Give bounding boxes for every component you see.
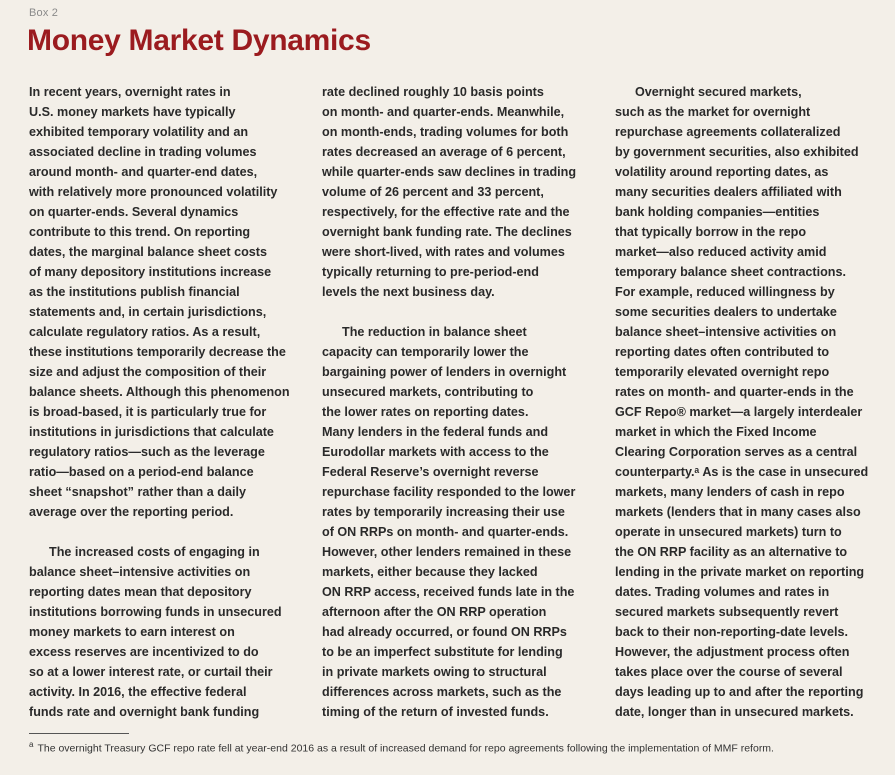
text-line: institutions in jurisdictions that calculate: [29, 425, 274, 439]
text-column-1: [29, 82, 290, 722]
text-line: volatility around reporting dates, as: [615, 165, 829, 179]
text-line: dates, the marginal balance sheet costs: [29, 245, 267, 259]
text-line: timing of the return of invested funds.: [322, 705, 549, 719]
text-column-3: [615, 82, 877, 722]
footnote-text: The overnight Treasury GCF repo rate fell at year-end 2016 as a result of increased demand for repo agreements following the implementation of MMF reform.: [37, 742, 774, 755]
footnote-marker: a: [29, 740, 34, 749]
paragraph-gap: [29, 522, 279, 542]
text-line: of many depository institutions increase: [29, 265, 272, 279]
text-line: so at a lower interest rate, or curtail their: [29, 665, 273, 679]
text-line: temporarily elevated overnight repo: [615, 365, 830, 379]
paragraph-gap: [322, 302, 577, 322]
text-column-2: [322, 82, 577, 722]
text-line: excess reserves are incentivized to do: [29, 645, 259, 659]
text-line: respectively, for the effective rate and the: [322, 205, 570, 219]
text-line: In recent years, overnight rates in: [29, 85, 231, 99]
text-line: For example, reduced willingness by: [615, 285, 835, 299]
text-line: with relatively more pronounced volatility: [29, 185, 278, 199]
text-line: ON RRP access, received funds late in the: [322, 585, 575, 599]
text-line: overnight bank funding rate. The declines: [322, 225, 572, 239]
text-line: on quarter-ends. Several dynamics: [29, 205, 239, 219]
text-line: calculate regulatory ratios. As a result,: [29, 325, 261, 339]
text-line: afternoon after the ON RRP operation: [322, 605, 547, 619]
text-line: average over the reporting period.: [29, 505, 234, 519]
text-line: The reduction in balance sheet: [342, 325, 527, 339]
text-line: lending in the private market on reporting: [615, 565, 865, 579]
footnote-divider: [29, 733, 129, 734]
text-line: in private markets owing to structural: [322, 665, 547, 679]
text-line: rates on month- and quarter-ends in the: [615, 385, 854, 399]
text-line: reporting dates often contributed to: [615, 345, 830, 359]
text-line: secured markets subsequently revert: [615, 605, 839, 619]
text-line: differences across markets, such as the: [322, 685, 562, 699]
footnote: [29, 740, 879, 755]
paragraph: [322, 82, 577, 302]
text-line: Federal Reserve’s overnight reverse: [322, 465, 539, 479]
text-line: However, other lenders remained in these: [322, 545, 572, 559]
paragraph: [29, 82, 290, 522]
text-line: The increased costs of engaging in: [49, 545, 260, 559]
text-line: days leading up to and after the reporting: [615, 685, 864, 699]
paragraph: [615, 82, 877, 722]
text-line: back to their non-reporting-date levels.: [615, 625, 849, 639]
text-line: Eurodollar markets with access to the: [322, 445, 549, 459]
text-line: had already occurred, or found ON RRPs: [322, 625, 567, 639]
text-line: that typically borrow in the repo: [615, 225, 807, 239]
text-line: on month- and quarter-ends. Meanwhile,: [322, 105, 565, 119]
text-line: repurchase agreements collateralized: [615, 125, 841, 139]
text-line: markets, either because they lacked: [322, 565, 538, 579]
text-line: unsecured markets, contributing to: [322, 385, 534, 399]
text-line: volume of 26 percent and 33 percent,: [322, 185, 544, 199]
text-line: repurchase facility responded to the lower: [322, 485, 576, 499]
text-line: reporting dates mean that depository: [29, 585, 252, 599]
text-line: rates decreased an average of 6 percent,: [322, 145, 566, 159]
text-line: However, the adjustment process often: [615, 645, 850, 659]
text-line: while quarter-ends saw declines in trading: [322, 165, 577, 179]
text-line: ratio—based on a period-end balance: [29, 465, 254, 479]
text-line: institutions borrowing funds in unsecured: [29, 605, 282, 619]
text-line: of ON RRPs on month- and quarter-ends.: [322, 525, 569, 539]
text-line: bank holding companies—entities: [615, 205, 820, 219]
text-line: balance sheet–intensive activities on: [29, 565, 251, 579]
text-line: GCF Repo® market—a largely interdealer: [615, 405, 863, 419]
text-line: such as the market for overnight: [615, 105, 811, 119]
text-line: some securities dealers to undertake: [615, 305, 837, 319]
text-line: were short-lived, with rates and volumes: [322, 245, 565, 259]
text-line: contribute to this trend. On reporting: [29, 225, 251, 239]
paragraph: [29, 542, 282, 722]
box-label: Box 2: [29, 7, 59, 19]
text-line: dates. Trading volumes and rates in: [615, 585, 830, 599]
text-line: to be an imperfect substitute for lending: [322, 645, 563, 659]
text-line: rates by temporarily increasing their use: [322, 505, 565, 519]
paragraph: [322, 322, 577, 722]
text-line: Many lenders in the federal funds and: [322, 425, 549, 439]
text-line: regulatory ratios—such as the leverage: [29, 445, 265, 459]
text-line: the lower rates on reporting dates.: [322, 405, 529, 419]
text-line: capacity can temporarily lower the: [322, 345, 529, 359]
text-line: market—also reduced activity amid: [615, 245, 827, 259]
text-line: is broad-based, it is particularly true for: [29, 405, 267, 419]
text-line: size and adjust the composition of their: [29, 365, 267, 379]
text-line: Overnight secured markets,: [635, 85, 802, 99]
text-line: statements and, in certain jurisdictions,: [29, 305, 267, 319]
text-line: Clearing Corporation serves as a central: [615, 445, 858, 459]
text-line: balance sheets. Although this phenomenon: [29, 385, 290, 399]
text-line: as the institutions publish financial: [29, 285, 240, 299]
text-line: money markets to earn interest on: [29, 625, 235, 639]
text-line: market in which the Fixed Income: [615, 425, 817, 439]
page-title: Money Market Dynamics: [27, 24, 371, 57]
text-line: many securities dealers affiliated with: [615, 185, 842, 199]
text-line: by government securities, also exhibited: [615, 145, 859, 159]
text-line: date, longer than in unsecured markets.: [615, 705, 854, 719]
text-line: markets (lenders that in many cases also: [615, 505, 861, 519]
text-line: takes place over the course of several: [615, 665, 843, 679]
text-line: markets, many lenders of cash in repo: [615, 485, 845, 499]
text-line: operate in unsecured markets) turn to: [615, 525, 842, 539]
text-line: these institutions temporarily decrease the: [29, 345, 286, 359]
text-line: typically returning to pre-period-end: [322, 265, 539, 279]
text-line: the ON RRP facility as an alternative to: [615, 545, 848, 559]
text-line: rate declined roughly 10 basis points: [322, 85, 544, 99]
text-line: counterparty.ᵃ As is the case in unsecured: [615, 465, 869, 479]
text-line: around month- and quarter-end dates,: [29, 165, 258, 179]
text-line: temporary balance sheet contractions.: [615, 265, 846, 279]
text-line: activity. In 2016, the effective federal: [29, 685, 247, 699]
text-line: exhibited temporary volatility and an: [29, 125, 249, 139]
text-line: on month-ends, trading volumes for both: [322, 125, 569, 139]
text-line: levels the next business day.: [322, 285, 495, 299]
text-line: associated decline in trading volumes: [29, 145, 257, 159]
text-line: balance sheet–intensive activities on: [615, 325, 837, 339]
text-line: bargaining power of lenders in overnight: [322, 365, 567, 379]
text-line: sheet “snapshot” rather than a daily: [29, 485, 246, 499]
text-line: funds rate and overnight bank funding: [29, 705, 260, 719]
text-line: U.S. money markets have typically: [29, 105, 236, 119]
